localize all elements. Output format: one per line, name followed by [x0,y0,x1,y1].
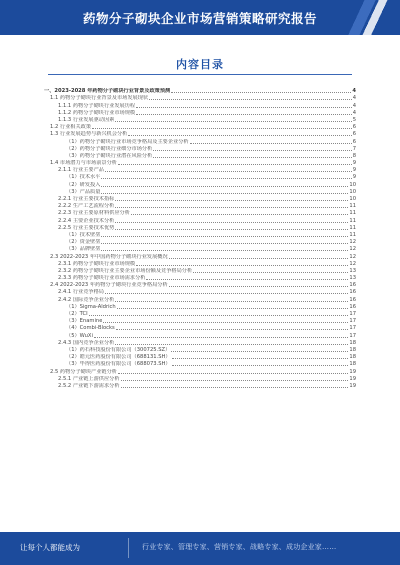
toc-entry[interactable] [44,289,356,296]
toc-entry[interactable] [44,88,356,95]
toc-entry-page-number: 9 [352,160,356,167]
toc-entry-page-number: 12 [349,246,356,253]
toc-leader-dots [101,178,351,179]
toc-entry-label: 2.4.3 国内竞争企业分析 [58,339,115,346]
footer-slogan: 让每个人都能成为 [20,543,80,552]
toc-entry[interactable] [44,268,356,275]
toc-entry-page-number: 13 [349,267,356,274]
toc-entry[interactable] [44,325,356,332]
toc-leader-dots [171,92,351,93]
toc-entry-page-number: 11 [349,203,356,210]
toc-entry-label: （3）产品质量 [66,188,101,195]
toc-entry[interactable] [44,368,356,375]
toc-entry[interactable] [44,217,356,224]
toc-leader-dots [115,200,348,201]
toc-entry-page-number: 6 [352,124,356,131]
toc-entry[interactable] [44,160,356,167]
toc-entry-label: 1.1.2 药物分子砌块行业市场规模 [58,109,136,116]
toc-entry[interactable] [44,153,356,160]
toc-entry-page-number: 7 [352,145,356,152]
toc-entry-page-number: 6 [352,138,356,145]
toc-entry[interactable] [44,296,356,303]
toc-entry[interactable] [44,311,356,318]
toc-entry-label: 2.4.2 国际竞争企业分析 [58,296,115,303]
toc-leader-dots [149,99,352,100]
toc-entry-label: （2）皓元医药股份有限公司（688131.SH） [66,354,171,361]
toc-entry-page-number: 12 [349,253,356,260]
toc-entry-page-number: 4 [352,88,356,95]
toc-entry[interactable] [44,95,356,102]
toc-entry-page-number: 19 [349,375,356,382]
toc-entry-label: 1.3 行业发展趋势与新兴机会分析 [50,131,128,138]
footer-divider [128,538,129,558]
toc-entry-page-number: 4 [352,109,356,116]
toc-leader-dots [115,229,348,230]
toc-entry-label: 2.3 2022-2023 年中国药物分子砌块行业发展概况 [50,253,168,260]
toc-leader-dots [121,380,349,381]
toc-leader-dots [101,193,348,194]
toc-entry[interactable] [44,174,356,181]
toc-entry[interactable] [44,347,356,354]
toc-entry[interactable] [44,110,356,117]
toc-entry-label: （1）技术壁垒 [66,231,101,238]
toc-leader-dots [171,351,348,352]
toc-leader-dots [115,344,348,345]
toc-entry-page-number: 16 [349,303,356,310]
toc-entry-label: （1）Sigma-Aldrich [66,303,116,310]
toc-entry-label: （4）Combi-Blocks [66,325,115,332]
toc-leader-dots [190,143,352,144]
toc-leader-dots [193,272,348,273]
toc-entry-label: 2.2.3 行业主要原材料供应分析 [58,210,130,217]
toc-entry-label: 2.4.1 行业竞争格局 [58,289,104,296]
toc-entry[interactable] [44,354,356,361]
toc-entry-page-number: 12 [349,239,356,246]
toc-entry[interactable] [44,138,356,145]
toc-entry[interactable] [44,232,356,239]
toc-leader-dots [136,265,348,266]
toc-entry-label: （5）WuXi [66,332,93,339]
toc-entry-label: （3）品牌壁垒 [66,246,101,253]
toc-leader-dots [101,250,348,251]
toc-leader-dots [101,186,348,187]
toc-entry[interactable] [44,117,356,124]
toc-entry[interactable] [44,146,356,153]
toc-entry-label: 一、2023-2028 年药物分子砌块行业背景及政策预测 [44,88,171,95]
toc-entry-label: 1.4 市场潜力与市场前景分析 [50,160,117,167]
toc-entry[interactable] [44,189,356,196]
report-title: 药物分子砌块企业市场营销策略研究报告 [82,11,317,26]
toc-entry-page-number: 10 [349,181,356,188]
toc-entry[interactable] [44,239,356,246]
toc-entry-page-number: 17 [349,318,356,325]
toc-leader-dots [136,107,352,108]
toc-leader-dots [118,164,352,165]
toc-entry-label: 2.5 药物分子砌块产业链分析 [50,368,117,375]
toc-entry[interactable] [44,361,356,368]
toc-entry-label: （3）药物分子砌块行业潜在风险分析 [66,152,153,159]
toc-entry-page-number: 9 [352,174,356,181]
toc-entry[interactable] [44,282,356,289]
toc-entry-label: 1.1 药物分子砌块行业背景及市场发展现状 [50,95,149,102]
toc-leader-dots [105,293,348,294]
toc-entry-page-number: 16 [349,296,356,303]
toc-entry[interactable] [44,304,356,311]
toc-entry[interactable] [44,131,356,138]
toc-entry-page-number: 17 [349,325,356,332]
header-accent-stripe-light [340,0,400,35]
toc-leader-dots [92,128,352,129]
toc-entry-page-number: 10 [349,188,356,195]
toc-entry-page-number: 9 [352,167,356,174]
toc-entry-label: 2.3.2 药物分子砌块行业主要企业市场份额及竞争格局分析 [58,267,193,274]
toc-entry[interactable] [44,383,356,390]
toc-leader-dots [153,150,351,151]
toc-divider [48,74,352,75]
toc-leader-dots [103,322,348,323]
toc-leader-dots [116,329,349,330]
toc-entry[interactable] [44,225,356,232]
toc-entry-label: （3）毕得医药股份有限公司（688073.SH） [66,361,171,368]
toc-entry-label: 1.1.1 药物分子砌块行业发展历程 [58,102,136,109]
toc-entry[interactable] [44,124,356,131]
toc-entry-page-number: 19 [349,368,356,375]
toc-entry-page-number: 16 [349,289,356,296]
toc-entry-page-number: 4 [352,102,356,109]
toc-leader-dots [115,207,348,208]
toc-leader-dots [105,171,352,172]
toc-leader-dots [172,365,349,366]
page-footer [0,532,400,565]
toc-entry-label: 2.2.4 主要企业技术分析 [58,217,115,224]
toc-entry[interactable] [44,210,356,217]
toc-entry-label: 1.2 行业相关政策 [50,124,92,131]
toc-entry-label: （2）TCI [66,311,88,317]
toc-entry-page-number: 5 [352,116,356,123]
toc-leader-dots [169,286,349,287]
toc-leader-dots [131,214,348,215]
toc-entry-label: 2.3.1 药物分子砌块行业市场规模 [58,260,136,267]
toc-entry[interactable] [44,253,356,260]
toc-leader-dots [115,121,351,122]
toc-entry[interactable] [44,203,356,210]
toc-entry-label: 2.2.2 生产工艺流程分析 [58,203,115,210]
toc-leader-dots [121,387,349,388]
toc-entry-page-number: 19 [349,382,356,389]
toc-entry[interactable] [44,196,356,203]
toc-entry-page-number: 18 [349,361,356,368]
toc-entry-page-number: 6 [352,131,356,138]
toc-entry-page-number: 17 [349,332,356,339]
toc-entry-page-number: 11 [349,217,356,224]
toc-entry-label: （1）药物分子砌块行业市场竞争格局及主要企业分析 [66,138,189,145]
toc-entry-label: （1）技术水平 [66,174,101,181]
toc-entry-label: （3）Enamine [66,318,103,325]
toc-leader-dots [118,373,348,374]
toc-entry[interactable] [44,340,356,347]
toc-leader-dots [117,308,349,309]
toc-leader-dots [128,135,351,136]
toc-entry-label: （2）研发投入 [66,181,101,188]
toc-leader-dots [94,337,348,338]
toc-entry-page-number: 16 [349,282,356,289]
toc-entry-page-number: 10 [349,196,356,202]
toc-entry[interactable] [44,261,356,268]
toc-entry[interactable] [44,275,356,282]
toc-entry[interactable] [44,246,356,253]
toc-entry-page-number: 18 [349,354,356,361]
toc-leader-dots [153,157,351,158]
toc-entry-label: 2.5.1 产业链上游供应分析 [58,375,120,382]
toc-entry-page-number: 18 [349,339,356,346]
toc-entry-label: 2.2.5 行业主要技术优势 [58,224,115,231]
toc-entry-page-number: 12 [349,260,356,267]
toc-heading: 内容目录 [176,58,224,71]
toc-entry-label: （2）药物分子砌块行业细分市场分析 [66,145,153,152]
page-header [0,0,400,35]
toc-entry-label: 2.2.1 行业主要技术指标 [58,196,115,202]
toc-leader-dots [146,279,348,280]
toc-entry-page-number: 13 [349,275,356,282]
toc-entry-label: 2.1.1 行业主要产品 [58,167,104,174]
toc-leader-dots [101,243,348,244]
toc-entry-page-number: 11 [349,231,356,238]
toc-entry-label: 1.1.3 行业发展驱动因素 [58,116,115,123]
toc-entry-label: 2.4 2022-2023 年药物分子砌块行业竞争格局分析 [50,282,168,289]
toc-entry-page-number: 4 [352,95,356,102]
toc-leader-dots [89,315,349,316]
toc-entry[interactable] [44,376,356,383]
toc-entry-page-number: 18 [349,346,356,353]
toc-entry[interactable] [44,332,356,339]
toc-entry-page-number: 11 [349,224,356,231]
toc-leader-dots [136,114,352,115]
table-of-contents [44,88,356,390]
toc-leader-dots [101,236,348,237]
toc-entry-page-number: 8 [352,152,356,159]
toc-entry[interactable] [44,102,356,109]
footer-roles: 行业专家、管理专家、营销专家、战略专家、成功企业家…… [142,543,337,551]
toc-entry-label: （2）资金壁垒 [66,239,101,246]
toc-entry[interactable] [44,167,356,174]
toc-leader-dots [115,222,348,223]
toc-entry-label: 2.5.2 产业链下游需求分析 [58,382,120,389]
toc-entry-label: 2.3.3 药物分子砌块行业市场需求分析 [58,275,146,282]
toc-entry[interactable] [44,318,356,325]
toc-entry-label: （1）药石科技股份有限公司（300725.SZ） [66,346,171,353]
toc-entry-page-number: 17 [349,311,356,317]
toc-leader-dots [115,301,348,302]
toc-entry-page-number: 11 [349,210,356,217]
toc-leader-dots [172,358,349,359]
toc-leader-dots [169,258,349,259]
toc-entry[interactable] [44,181,356,188]
